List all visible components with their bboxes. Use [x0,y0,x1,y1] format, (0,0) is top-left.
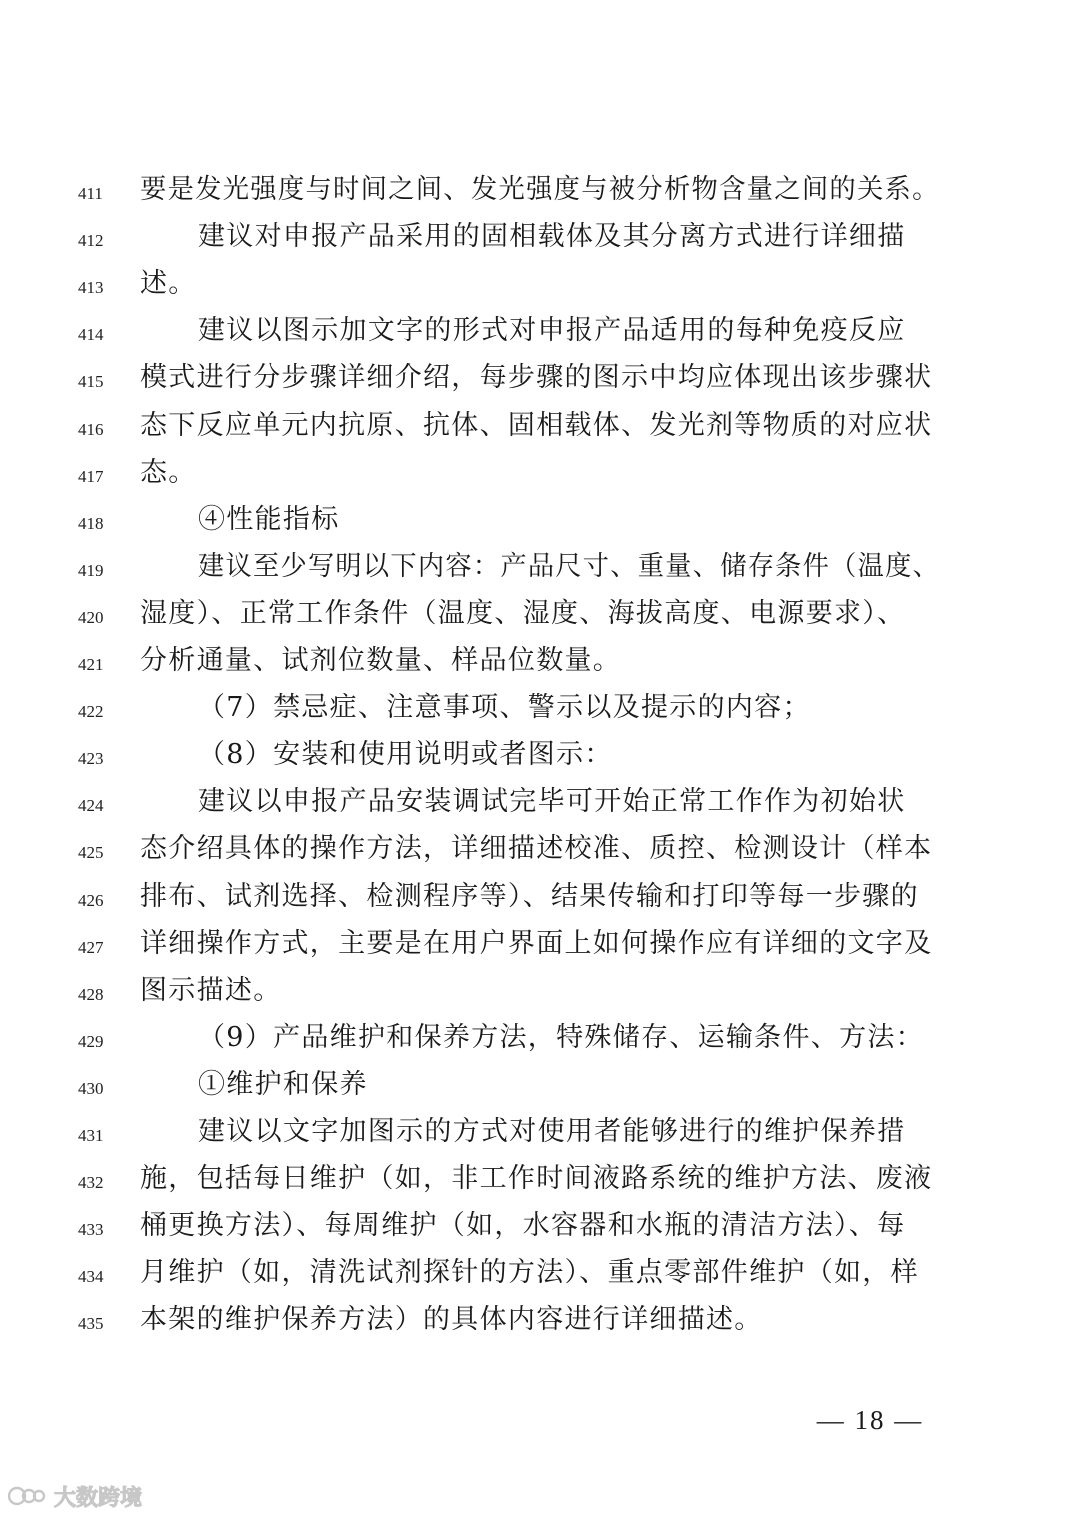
line-number: 418 [78,513,104,533]
line-number: 435 [78,1314,104,1334]
line-number: 432 [78,1173,104,1193]
watermark-text: 大数跨境 [54,1485,143,1511]
line-number: 421 [78,655,104,674]
line-number: 431 [78,1126,104,1145]
line-number: 423 [78,749,104,769]
line-number: 428 [78,984,104,1004]
line-text: 分析通量、试剂位数量、样品位数量。 [140,645,622,676]
line-text: 桶更换方法）、每周维护（如，水容器和水瓶的清洁方法）、每 [140,1210,906,1242]
line-number: 417 [78,466,104,486]
line-text: 本架的维护保养方法）的具体内容进行详细描述。 [140,1304,763,1336]
line-number: 427 [78,937,104,957]
line-number: 434 [78,1267,104,1287]
line-text: 要是发光强度与时间之间、发光强度与被分析物含量之间的关系。 [140,174,940,205]
line-text: 述。 [140,268,197,300]
document-line [0,1112,1080,1159]
document-line [0,547,1080,594]
document-line [0,594,1080,641]
document-line [0,924,1080,971]
document-line [0,358,1080,405]
document-line [0,1159,1080,1206]
line-text: 建议以文字加图示的方式对使用者能够进行的维护保养措 [198,1116,906,1147]
watermark-logo-icon [8,1482,48,1510]
line-text: 建议对申报产品采用的固相载体及其分离方式进行详细描 [198,221,906,253]
line-number: 420 [78,607,104,627]
line-text: 建议以图示加文字的形式对申报产品适用的每种免疫反应 [198,315,906,347]
line-number: 425 [78,843,104,863]
line-number: 426 [78,890,104,910]
line-number: 430 [78,1078,104,1098]
line-number: 415 [78,372,104,392]
document-line [0,782,1080,829]
document-line [0,971,1080,1018]
line-text: 详细操作方式，主要是在用户界面上如何操作应有详细的文字及 [140,927,933,959]
line-number: 416 [78,419,104,439]
line-number: 419 [78,560,104,580]
watermark [8,1476,142,1516]
document-line [0,735,1080,782]
document-line [0,1253,1080,1300]
line-text: ④性能指标 [198,503,340,535]
page-number: — 18 — [816,1405,924,1435]
line-text: （7）禁忌症、注意事项、警示以及提示的内容； [198,692,811,724]
document-line [0,311,1080,358]
line-text: 月维护（如，清洗试剂探针的方法）、重点零部件维护（如，样 [140,1257,919,1289]
line-number: 424 [78,796,104,816]
document-line [0,217,1080,264]
line-text: 湿度）、正常工作条件（温度、湿度、海拔高度、电源要求）、 [140,597,906,629]
line-text: 态介绍具体的操作方法，详细描述校准、质控、检测设计（样本 [140,833,933,865]
document-line [0,453,1080,500]
line-text: 图示描述。 [140,974,282,1006]
line-text: 模式进行分步骤详细介绍，每步骤的图示中均应体现出该步骤状 [140,362,933,394]
document-line [0,877,1080,924]
document-line [0,1065,1080,1112]
line-number: 433 [78,1220,104,1240]
document-line [0,1206,1080,1253]
line-number: 412 [78,231,104,251]
line-text: （9）产品维护和保养方法，特殊储存、运输条件、方法： [198,1021,924,1053]
document-line [0,500,1080,547]
document-line [0,264,1080,311]
line-number: 413 [78,278,104,298]
document-line [0,170,1080,217]
document-line [0,641,1080,688]
document-line [0,829,1080,876]
line-text: ①维护和保养 [198,1068,368,1100]
document-line [0,406,1080,453]
line-text: 态下反应单元内抗原、抗体、固相载体、发光剂等物质的对应状 [140,409,933,441]
line-number: 411 [78,184,103,203]
document-line [0,1018,1080,1065]
line-text: 建议至少写明以下内容：产品尺寸、重量、储存条件（温度、 [198,550,941,582]
line-text: 建议以申报产品安装调试完毕可开始正常工作作为初始状 [198,786,906,818]
line-number: 429 [78,1031,104,1051]
document-line [0,1300,1080,1347]
document-line [0,688,1080,735]
line-number: 414 [78,325,104,345]
line-text: （8）安装和使用说明或者图示： [198,739,613,771]
line-text: 施，包括每日维护（如，非工作时间液路系统的维护方法、废液 [140,1163,933,1195]
line-text: 排布、试剂选择、检测程序等）、结果传输和打印等每一步骤的 [140,880,919,912]
line-number: 422 [78,702,104,722]
line-text: 态。 [140,456,197,488]
